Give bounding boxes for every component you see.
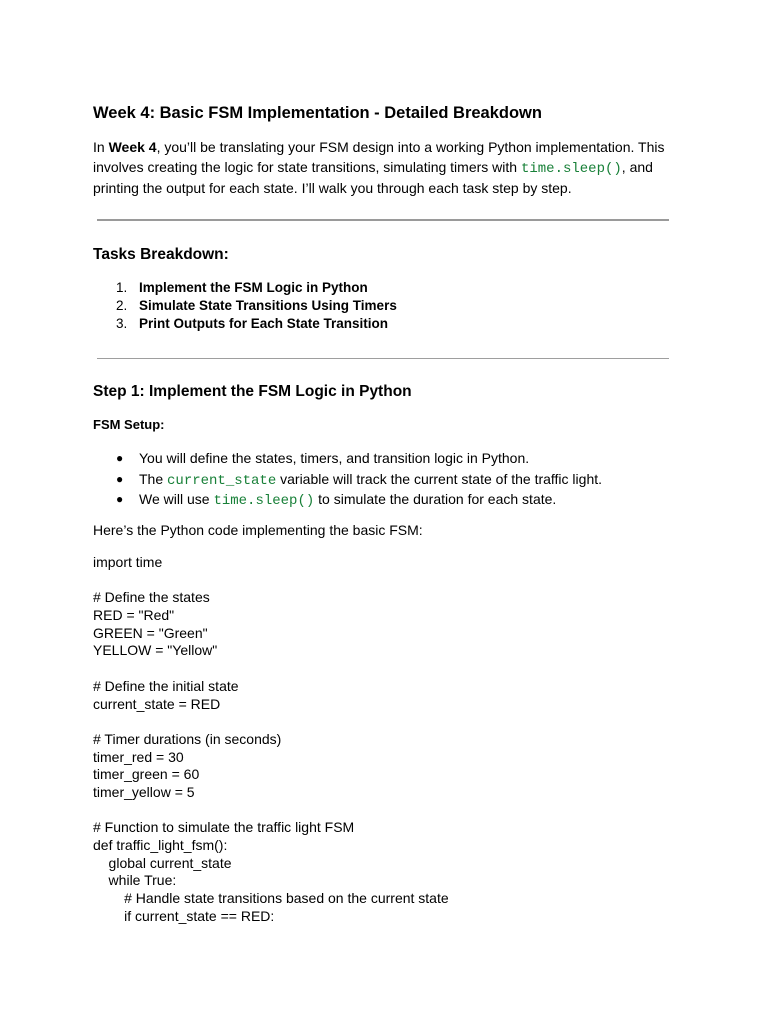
divider-top (97, 219, 669, 221)
page-title: Week 4: Basic FSM Implementation - Detailed Breakdown (93, 104, 542, 122)
bullet-inline-code: current_state (167, 472, 277, 489)
bullet-icon: ● (116, 451, 124, 465)
code-line: GREEN = "Green" (93, 624, 208, 641)
step1-heading: Step 1: Implement the FSM Logic in Python (93, 383, 412, 400)
code-line: timer_yellow = 5 (93, 783, 195, 800)
intro-text-middle: , you’ll be translating your FSM design into a working Python implementation. This involves creating the logic for state transitions, simulating timers with (93, 139, 665, 175)
task-item (93, 297, 397, 315)
intro-inline-code: time.sleep() (520, 160, 622, 177)
code-line (93, 660, 449, 678)
code-line: def traffic_light_fsm(): (93, 837, 228, 853)
code-line: RED = "Red" (93, 607, 175, 624)
task-item (93, 315, 397, 333)
code-line: current_state = RED (93, 695, 221, 712)
code-intro-text: Here’s the Python code implementing the basic FSM: (93, 522, 423, 538)
task-text: Print Outputs for Each State Transition (139, 316, 389, 332)
intro-week-label: Week 4 (108, 139, 157, 155)
tasks-heading: Tasks Breakdown: (93, 246, 229, 263)
code-line: # Define the states (93, 589, 210, 606)
task-number: 1. (116, 280, 128, 295)
code-line: while True: (93, 872, 177, 889)
intro-text-start: In (93, 139, 109, 155)
fsm-setup-label: FSM Setup: (93, 417, 165, 432)
code-line: if current_state == RED: (93, 907, 275, 924)
code-line: # Timer durations (in seconds) (93, 730, 282, 747)
bullet-text-before: The (139, 470, 168, 487)
code-line: global current_state (93, 854, 232, 871)
task-text: Implement the FSM Logic in Python (139, 280, 368, 295)
task-text: Simulate State Transitions Using Timers (139, 298, 397, 314)
tasks-list (93, 279, 397, 334)
task-number: 3. (116, 316, 128, 332)
code-line: timer_green = 60 (93, 766, 200, 783)
task-item (93, 279, 397, 297)
code-block (93, 554, 449, 925)
list-item (93, 448, 602, 469)
code-line: # Handle state transitions based on the current state (93, 890, 449, 907)
code-line: import time (93, 554, 163, 570)
code-line (93, 572, 449, 590)
task-number: 2. (116, 298, 128, 314)
list-item (93, 469, 602, 490)
list-item (93, 489, 602, 510)
code-line: timer_red = 30 (93, 748, 184, 765)
bullet-icon: ● (116, 492, 124, 506)
intro-text-end: , and printing the output for each state. I’ll walk you through each task step by step. (93, 158, 653, 196)
code-line (93, 802, 449, 820)
setup-bullet-list (93, 448, 602, 510)
code-line: YELLOW = "Yellow" (93, 642, 218, 659)
bullet-inline-code: time.sleep() (213, 493, 315, 509)
intro-paragraph (93, 138, 683, 199)
bullet-text: You will define the states, timers, and transition logic in Python. (139, 450, 530, 466)
code-line: # Function to simulate the traffic light FSM (93, 819, 355, 836)
bullet-text-after: variable will track the current state of the traffic light. (276, 470, 603, 487)
bullet-text-before: We will use (139, 491, 214, 507)
code-line: # Define the initial state (93, 677, 239, 694)
bullet-text-after: to simulate the duration for each state. (314, 491, 557, 507)
bullet-icon: ● (116, 471, 124, 486)
code-line (93, 713, 449, 731)
divider-middle (97, 358, 669, 359)
